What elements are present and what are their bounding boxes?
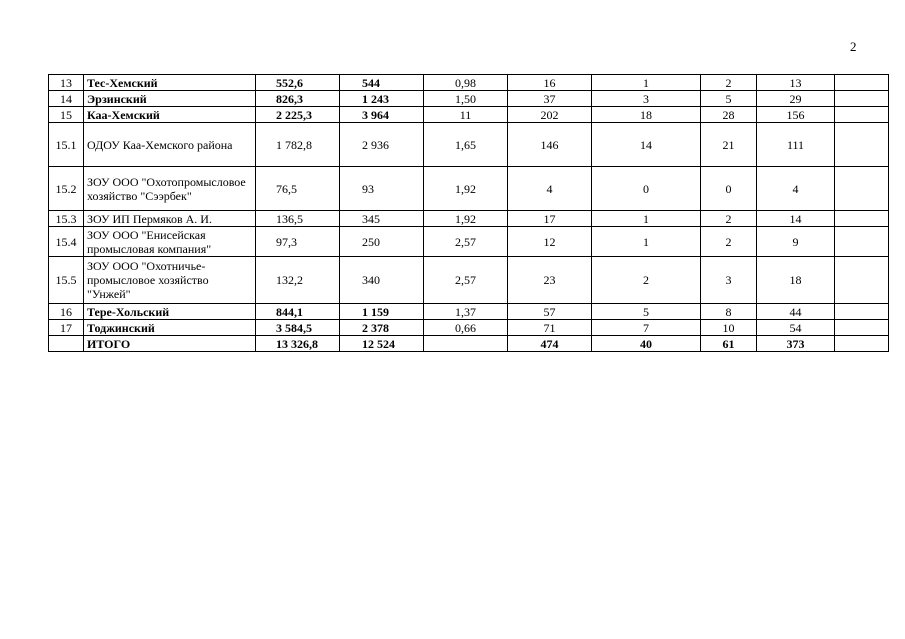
row-number — [49, 336, 84, 352]
value-2: 14 — [592, 123, 701, 167]
value-1: 202 — [508, 107, 592, 123]
row-number: 15.5 — [49, 257, 84, 304]
count-value: 3 964 — [340, 107, 424, 123]
row-number: 15.1 — [49, 123, 84, 167]
row-number: 15.3 — [49, 211, 84, 227]
density-value: 11 — [424, 107, 508, 123]
table-row — [49, 211, 889, 227]
table-row — [49, 227, 889, 257]
value-2: 0 — [592, 167, 701, 211]
row-name: Тоджинский — [84, 320, 256, 336]
row-name: ЗОУ ИП Пермяков А. И. — [84, 211, 256, 227]
row-number: 15.2 — [49, 167, 84, 211]
area-value: 1 782,8 — [256, 123, 340, 167]
value-4: 54 — [757, 320, 835, 336]
value-4: 4 — [757, 167, 835, 211]
value-3: 2 — [701, 211, 757, 227]
area-value: 136,5 — [256, 211, 340, 227]
value-3: 5 — [701, 91, 757, 107]
density-value: 1,92 — [424, 167, 508, 211]
density-value: 2,57 — [424, 227, 508, 257]
area-value: 844,1 — [256, 304, 340, 320]
table-row — [49, 91, 889, 107]
density-value: 1,37 — [424, 304, 508, 320]
value-1: 146 — [508, 123, 592, 167]
row-number: 15 — [49, 107, 84, 123]
count-value: 2 936 — [340, 123, 424, 167]
row-number: 15.4 — [49, 227, 84, 257]
value-1: 17 — [508, 211, 592, 227]
value-3: 61 — [701, 336, 757, 352]
empty-cell — [835, 123, 889, 167]
area-value: 13 326,8 — [256, 336, 340, 352]
density-value: 1,92 — [424, 211, 508, 227]
table-row — [49, 107, 889, 123]
value-4: 9 — [757, 227, 835, 257]
value-4: 373 — [757, 336, 835, 352]
value-3: 8 — [701, 304, 757, 320]
row-number: 13 — [49, 75, 84, 91]
row-name: ЗОУ ООО "Охотничье-промысловое хозяйство "Унжей" — [84, 257, 256, 304]
area-value: 552,6 — [256, 75, 340, 91]
area-value: 132,2 — [256, 257, 340, 304]
empty-cell — [835, 257, 889, 304]
count-value: 93 — [340, 167, 424, 211]
value-4: 14 — [757, 211, 835, 227]
count-value: 1 243 — [340, 91, 424, 107]
table-row — [49, 123, 889, 167]
table-row — [49, 167, 889, 211]
value-2: 7 — [592, 320, 701, 336]
value-4: 13 — [757, 75, 835, 91]
table-row — [49, 320, 889, 336]
row-number: 16 — [49, 304, 84, 320]
table-row — [49, 304, 889, 320]
value-2: 18 — [592, 107, 701, 123]
value-2: 40 — [592, 336, 701, 352]
empty-cell — [835, 167, 889, 211]
density-value: 0,98 — [424, 75, 508, 91]
value-3: 10 — [701, 320, 757, 336]
count-value: 544 — [340, 75, 424, 91]
page-number: 2 — [850, 39, 857, 54]
area-value: 97,3 — [256, 227, 340, 257]
empty-cell — [835, 336, 889, 352]
value-2: 1 — [592, 227, 701, 257]
value-3: 0 — [701, 167, 757, 211]
empty-cell — [835, 320, 889, 336]
value-1: 23 — [508, 257, 592, 304]
empty-cell — [835, 227, 889, 257]
row-name: Тере-Хольский — [84, 304, 256, 320]
value-4: 29 — [757, 91, 835, 107]
empty-cell — [835, 75, 889, 91]
empty-cell — [835, 304, 889, 320]
count-value: 1 159 — [340, 304, 424, 320]
value-3: 2 — [701, 227, 757, 257]
value-3: 2 — [701, 75, 757, 91]
value-4: 18 — [757, 257, 835, 304]
count-value: 2 378 — [340, 320, 424, 336]
count-value: 250 — [340, 227, 424, 257]
density-value: 0,66 — [424, 320, 508, 336]
area-value: 3 584,5 — [256, 320, 340, 336]
value-1: 16 — [508, 75, 592, 91]
row-name: ЗОУ ООО "Енисейская промысловая компания" — [84, 227, 256, 257]
value-1: 37 — [508, 91, 592, 107]
empty-cell — [835, 107, 889, 123]
value-2: 1 — [592, 75, 701, 91]
value-4: 156 — [757, 107, 835, 123]
count-value: 345 — [340, 211, 424, 227]
count-value: 12 524 — [340, 336, 424, 352]
row-name: ОДОУ Каа-Хемского района — [84, 123, 256, 167]
density-value — [424, 336, 508, 352]
density-value: 1,50 — [424, 91, 508, 107]
value-4: 111 — [757, 123, 835, 167]
table-row — [49, 75, 889, 91]
table-body — [49, 75, 889, 352]
value-1: 71 — [508, 320, 592, 336]
row-name: ИТОГО — [84, 336, 256, 352]
row-name: ЗОУ ООО "Охотопромысловое хозяйство "Сээрбек" — [84, 167, 256, 211]
data-table — [48, 74, 889, 352]
value-4: 44 — [757, 304, 835, 320]
value-2: 1 — [592, 211, 701, 227]
value-3: 28 — [701, 107, 757, 123]
density-value: 2,57 — [424, 257, 508, 304]
value-3: 21 — [701, 123, 757, 167]
row-number: 17 — [49, 320, 84, 336]
row-name: Эрзинский — [84, 91, 256, 107]
count-value: 340 — [340, 257, 424, 304]
area-value: 76,5 — [256, 167, 340, 211]
area-value: 826,3 — [256, 91, 340, 107]
density-value: 1,65 — [424, 123, 508, 167]
value-1: 57 — [508, 304, 592, 320]
value-2: 3 — [592, 91, 701, 107]
empty-cell — [835, 211, 889, 227]
value-2: 5 — [592, 304, 701, 320]
row-name: Тес-Хемский — [84, 75, 256, 91]
row-name: Каа-Хемский — [84, 107, 256, 123]
value-2: 2 — [592, 257, 701, 304]
empty-cell — [835, 91, 889, 107]
value-1: 474 — [508, 336, 592, 352]
value-1: 4 — [508, 167, 592, 211]
row-number: 14 — [49, 91, 84, 107]
value-1: 12 — [508, 227, 592, 257]
table-row — [49, 257, 889, 304]
value-3: 3 — [701, 257, 757, 304]
total-row — [49, 336, 889, 352]
area-value: 2 225,3 — [256, 107, 340, 123]
